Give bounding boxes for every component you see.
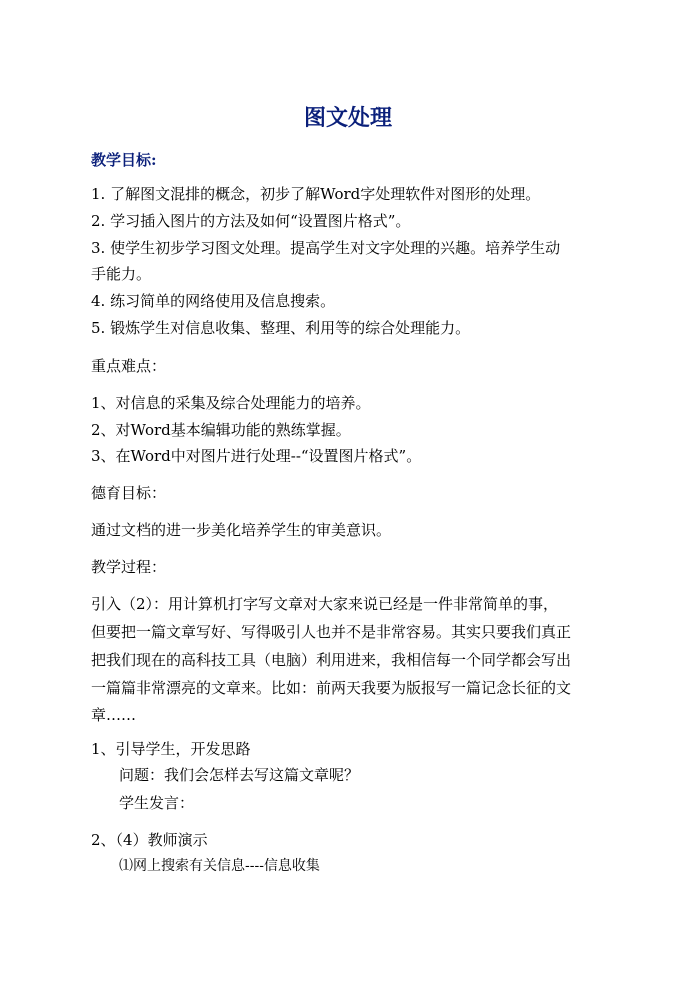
step2-heading: 2、（4）教师演示 bbox=[91, 831, 208, 849]
process-heading: 教学过程： bbox=[91, 558, 167, 576]
step2-item-1: ⑴网上搜索有关信息----信息收集 bbox=[119, 858, 320, 874]
objective-item-2: 2. 学习插入图片的方法及如何“设置图片格式”。 bbox=[91, 212, 411, 230]
intro-line-4: 一篇篇非常漂亮的文章来。比如：前两天我要为版报写一篇记念长征的文 bbox=[91, 679, 572, 697]
step1-heading: 1、引导学生，开发思路 bbox=[91, 740, 251, 758]
objective-item-5: 5. 锻炼学生对信息收集、整理、利用等的综合处理能力。 bbox=[91, 319, 471, 337]
difficulty-heading: 重点难点： bbox=[91, 357, 167, 375]
moral-heading: 德育目标： bbox=[91, 484, 167, 502]
document-title: 图文处理 bbox=[303, 105, 392, 131]
step1-response: 学生发言： bbox=[119, 794, 195, 812]
objective-item-3: 3. 使学生初步学习图文处理。提高学生对文字处理的兴趣。培养学生动 bbox=[91, 239, 561, 257]
intro-line-1: 引入（2）：用计算机打字写文章对大家来说已经是一件非常简单的事， bbox=[91, 595, 559, 613]
moral-text: 通过文档的进一步美化培养学生的审美意识。 bbox=[91, 521, 392, 539]
objective-item-3-continued: 手能力。 bbox=[91, 265, 152, 283]
intro-line-5: 章…… bbox=[91, 706, 137, 724]
difficulty-item-1: 1、对信息的采集及综合处理能力的培养。 bbox=[91, 394, 371, 412]
intro-line-2: 但要把一篇文章写好、写得吸引人也并不是非常容易。其实只要我们真正 bbox=[91, 623, 572, 641]
difficulty-item-3: 3、在Word中对图片进行处理--“设置图片格式”。 bbox=[91, 447, 422, 465]
intro-line-3: 把我们现在的高科技工具（电脑）利用进来，我相信每一个同学都会写出 bbox=[91, 651, 572, 669]
objectives-heading: 教学目标: bbox=[91, 151, 157, 169]
objective-item-1: 1. 了解图文混排的概念，初步了解Word字处理软件对图形的处理。 bbox=[91, 185, 541, 203]
difficulty-item-2: 2、对Word基本编辑功能的熟练掌握。 bbox=[91, 421, 351, 439]
step1-question: 问题：我们会怎样去写这篇文章呢？ bbox=[119, 766, 360, 784]
objective-item-4: 4. 练习简单的网络使用及信息搜索。 bbox=[91, 292, 336, 310]
